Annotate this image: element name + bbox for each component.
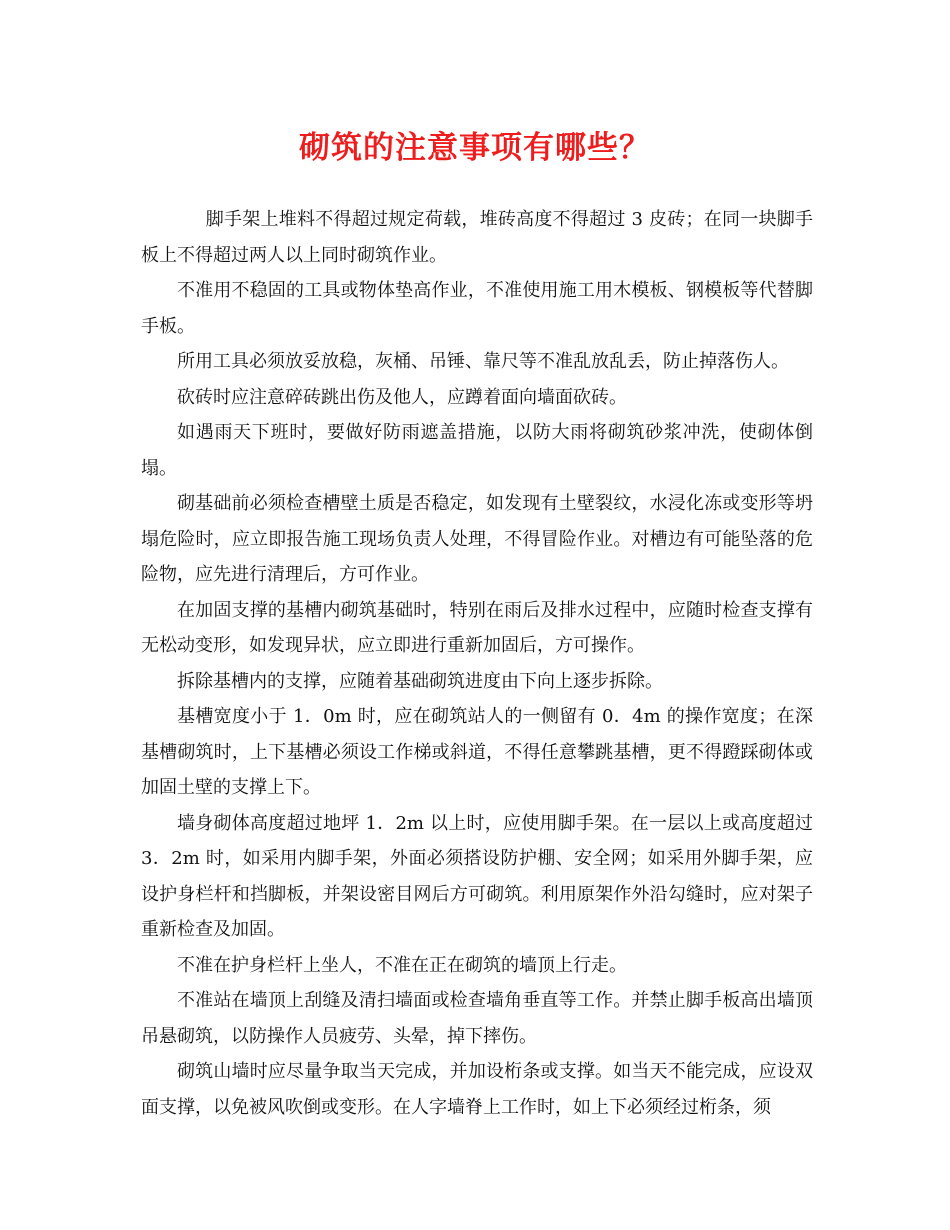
paragraph: 所用工具必须放妥放稳，灰桶、吊锤、靠尺等不准乱放乱丢，防止掉落伤人。 bbox=[177, 351, 789, 372]
paragraph: 不准站在墙顶上刮缝及清扫墙面或检查墙角垂直等工作。并禁止脚手板高出墙顶吊悬砌筑，以防操作人员疲劳、头晕，掉下摔伤。 bbox=[141, 990, 813, 1047]
document-title: 砌筑的注意事项有哪些？ bbox=[299, 130, 651, 166]
paragraph: 不准在护身栏杆上坐人，不准在正在砌筑的墙顶上行走。 bbox=[177, 954, 627, 976]
paragraph: 脚手架上堆料不得超过规定荷载，堆砖高度不得超过 3 皮砖；在同一块脚手板上不得超过两人以上同时砌筑作业。 bbox=[141, 209, 813, 266]
paragraph: 砌筑山墙时应尽量争取当天完成，并加设桁条或支撑。如当天不能完成，应设双面支撑，以免被风吹倒或变形。在人字墙脊上工作时，如上下必须经过桁条，须 bbox=[141, 1061, 813, 1118]
document-body bbox=[141, 202, 813, 1125]
paragraph: 砌基础前必须检查槽壁土质是否稳定，如发现有土壁裂纹，水浸化冻或变形等坍塌危险时，应立即报告施工现场负责人处理，不得冒险作业。对槽边有可能坠落的危险物，应先进行清理后，方可作业。 bbox=[141, 493, 813, 585]
paragraph: 墙身砌体高度超过地坪 1．2m 以上时，应使用脚手架。在一层以上或高度超过 3．2m 时，如采用内脚手架，外面必须搭设防护棚、安全网；如采用外脚手架，应设护身栏杆和挡脚板，并架设密目网后方可砌筑。利用原架作外沿勾缝时，应对架子重新检查及加固。 bbox=[141, 812, 813, 940]
paragraph: 砍砖时应注意碎砖跳出伤及他人，应蹲着面向墙面砍砖。 bbox=[177, 386, 627, 408]
paragraph: 不准用不稳固的工具或物体垫高作业，不准使用施工用木模板、钢模板等代替脚手板。 bbox=[141, 280, 813, 337]
paragraph: 拆除基槽内的支撑，应随着基础砌筑进度由下向上逐步拆除。 bbox=[177, 670, 663, 692]
paragraph: 如遇雨天下班时，要做好防雨遮盖措施，以防大雨将砌筑砂浆冲洗，使砌体倒塌。 bbox=[141, 422, 813, 479]
paragraph: 基槽宽度小于 1．0m 时，应在砌筑站人的一侧留有 0．4m 的操作宽度；在深基槽砌筑时，上下基槽必须设工作梯或斜道，不得任意攀跳基槽，更不得蹬踩砌体或加固土壁的支撑上下。 bbox=[141, 706, 813, 798]
paragraph: 在加固支撑的基槽内砌筑基础时，特别在雨后及排水过程中，应随时检查支撑有无松动变形，如发现异状，应立即进行重新加固后，方可操作。 bbox=[141, 599, 813, 656]
